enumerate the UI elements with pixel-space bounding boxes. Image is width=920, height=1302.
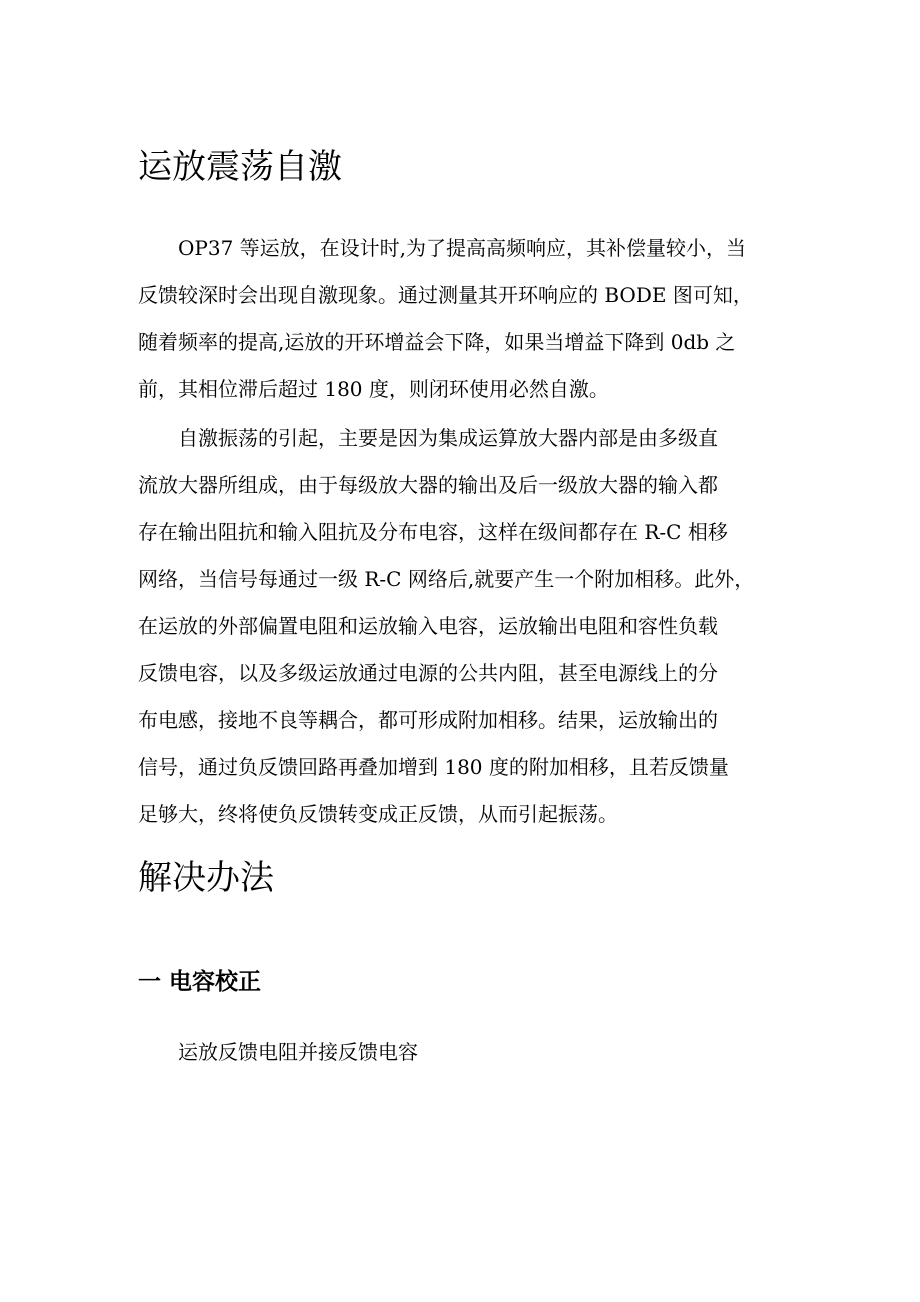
paragraph-2-line: 流放大器所组成，由于每级放大器的输出及后一级放大器的输入都 [138,473,718,497]
paragraph-2-line: 在运放的外部偏置电阻和运放输入电容，运放输出电阻和容性负载 [138,614,718,638]
paragraph-2-line: 存在输出阻抗和输入阻抗及分布电容，这样在级间都存在 R-C 相移 [138,520,728,544]
method-text: 运放反馈电阻并接反馈电容 [178,1040,418,1064]
paragraph-1-line: OP37 等运放，在设计时,为了提高高频响应，其补偿量较小，当 [178,236,747,260]
paragraph-2-line: 反馈电容，以及多级运放通过电源的公共内阻，甚至电源线上的分 [138,661,718,685]
paragraph-2-line: 信号，通过负反馈回路再叠加增到 180 度的附加相移，且若反馈量 [138,755,729,779]
paragraph-1-line: 随着频率的提高,运放的开环增益会下降，如果当增益下降到 0db 之 [138,330,736,354]
paragraph-2 [138,415,754,838]
paragraph-1-line: 反馈较深时会出现自激现象。通过测量其开环响应的 BODE 图可知， [138,283,753,307]
solution-title: 解决办法 [138,858,274,898]
paragraph-2-line: 网络，当信号每通过一级 R-C 网络后,就要产生一个附加相移。此外， [138,567,755,591]
paragraph-1 [138,225,753,413]
paragraph-2-line: 自激振荡的引起，主要是因为集成运算放大器内部是由多级直 [178,426,718,450]
main-title: 运放震荡自激 [138,147,342,187]
paragraph-1-line: 前，其相位滞后超过 180 度，则闭环使用必然自激。 [138,377,609,401]
paragraph-2-line: 足够大，终将使负反馈转变成正反馈，从而引起振荡。 [138,802,618,826]
paragraph-2-line: 布电感，接地不良等耦合，都可形成附加相移。结果，运放输出的 [138,708,718,732]
section-heading: 一 电容校正 [138,969,262,995]
